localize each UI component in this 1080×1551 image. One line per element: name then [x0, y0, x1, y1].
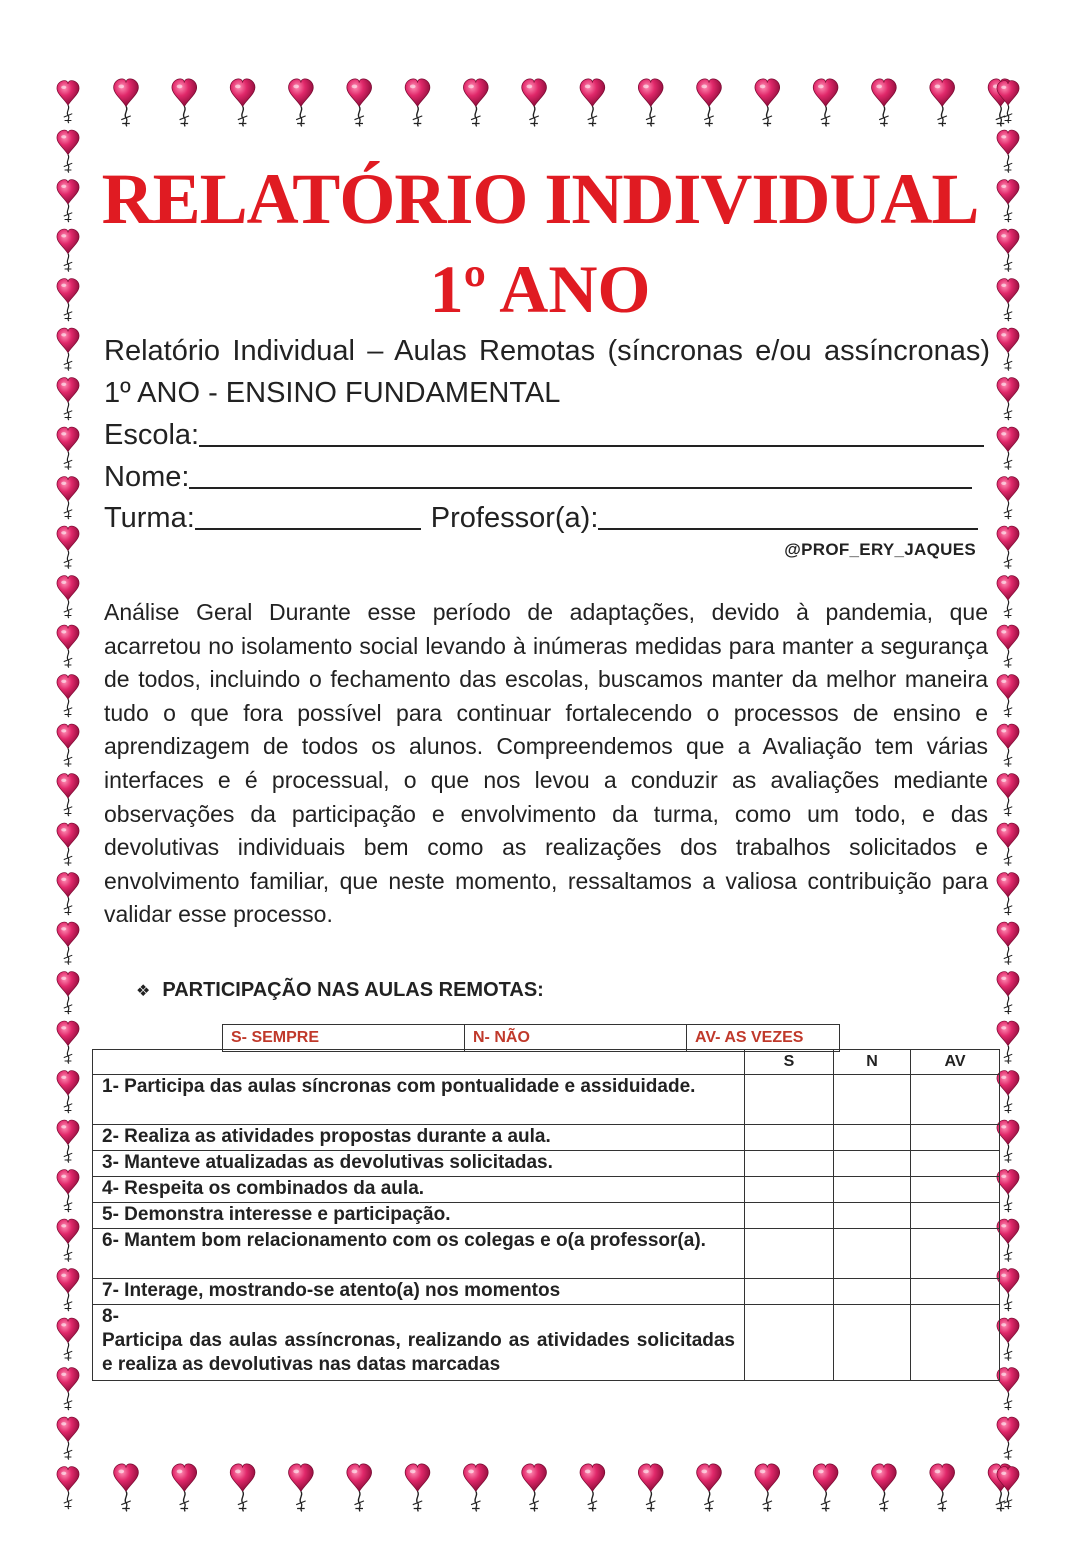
author-credit: @PROF_ERY_JAQUES — [784, 540, 976, 559]
header-av: AV — [911, 1050, 1000, 1075]
heart-balloon-icon — [697, 1464, 722, 1512]
rating-cell-av[interactable] — [911, 1075, 1000, 1125]
heart-balloon-icon — [57, 1021, 79, 1064]
heart-balloon-icon — [997, 1417, 1019, 1460]
heart-balloon-icon — [57, 724, 79, 767]
school-field[interactable] — [104, 415, 984, 455]
heart-balloon-icon — [580, 1464, 605, 1512]
heart-balloon-icon — [997, 675, 1019, 718]
heart-balloon-icon — [997, 1269, 1019, 1312]
rating-cell-s[interactable] — [745, 1229, 834, 1279]
heart-balloon-icon — [57, 378, 79, 421]
heart-balloon-icon — [57, 427, 79, 470]
class-line[interactable] — [195, 498, 421, 530]
table-row — [93, 1177, 1000, 1203]
diamond-bullet-icon: ❖ — [136, 983, 151, 1000]
rating-cell-s[interactable] — [745, 1125, 834, 1151]
heart-balloon-icon — [347, 79, 372, 127]
heart-balloon-icon — [930, 1464, 955, 1512]
heart-balloon-icon — [57, 81, 79, 124]
heart-balloon-icon — [57, 675, 79, 718]
heart-balloon-icon — [997, 873, 1019, 916]
heart-balloon-icon — [997, 1219, 1019, 1262]
heart-balloon-icon — [57, 823, 79, 866]
heart-balloon-icon — [57, 576, 79, 619]
table-header-row — [93, 1050, 1000, 1075]
table-row — [93, 1125, 1000, 1151]
class-label: Turma: — [104, 502, 195, 534]
heart-balloon-icon — [638, 79, 663, 127]
rating-cell-n[interactable] — [834, 1075, 911, 1125]
name-label: Nome: — [104, 461, 190, 493]
heart-balloon-icon — [997, 1021, 1019, 1064]
table-row — [93, 1075, 1000, 1125]
rating-cell-n[interactable] — [834, 1203, 911, 1229]
rating-cell-n[interactable] — [834, 1305, 911, 1381]
rating-cell-s[interactable] — [745, 1177, 834, 1203]
heart-balloon-icon — [872, 79, 897, 127]
heart-balloon-icon — [997, 724, 1019, 767]
participation-table — [92, 1049, 1000, 1381]
criterion-text: 1- Participa das aulas síncronas com pontualidade e assiduidade. — [93, 1075, 745, 1125]
heart-balloon-icon — [638, 1464, 663, 1512]
heart-balloon-icon — [57, 328, 79, 371]
heart-balloon-icon — [230, 79, 255, 127]
section-heading — [136, 979, 544, 1002]
rating-cell-av[interactable] — [911, 1151, 1000, 1177]
table-row — [93, 1229, 1000, 1279]
heart-balloon-icon — [57, 972, 79, 1015]
rating-cell-s[interactable] — [745, 1305, 834, 1381]
header-criteria — [93, 1050, 745, 1075]
table-row — [93, 1279, 1000, 1305]
rating-cell-n[interactable] — [834, 1151, 911, 1177]
heart-balloon-icon — [872, 1464, 897, 1512]
rating-cell-av[interactable] — [911, 1229, 1000, 1279]
rating-cell-s[interactable] — [745, 1203, 834, 1229]
legend-always: S- SEMPRE — [223, 1025, 465, 1051]
table-row — [93, 1203, 1000, 1229]
heart-balloon-icon — [57, 1318, 79, 1361]
heart-balloon-icon — [997, 378, 1019, 421]
criterion-text: 6- Mantem bom relacionamento com os colegas e o(a professor(a). — [93, 1229, 745, 1279]
heart-balloon-icon — [997, 774, 1019, 817]
heart-balloon-icon — [347, 1464, 372, 1512]
grade-title: 1º ANO — [429, 251, 651, 327]
heart-balloon-icon — [463, 79, 488, 127]
heart-balloon-icon — [755, 79, 780, 127]
heart-balloon-icon — [57, 774, 79, 817]
heart-balloon-icon — [57, 477, 79, 520]
heart-balloon-icon — [997, 576, 1019, 619]
heart-balloon-icon — [405, 1464, 430, 1512]
heart-balloon-icon — [57, 625, 79, 668]
heart-balloon-icon — [172, 79, 197, 127]
heart-balloon-icon — [997, 625, 1019, 668]
heart-balloon-icon — [930, 79, 955, 127]
rating-cell-av[interactable] — [911, 1279, 1000, 1305]
table-row — [93, 1151, 1000, 1177]
rating-cell-n[interactable] — [834, 1177, 911, 1203]
heart-balloon-icon — [997, 1318, 1019, 1361]
name-line[interactable] — [189, 457, 972, 489]
heart-balloon-icon — [57, 1467, 79, 1510]
page-title: RELATÓRIO INDIVIDUAL — [101, 159, 979, 239]
heart-balloon-icon — [405, 79, 430, 127]
heart-balloon-icon — [172, 1464, 197, 1512]
heart-balloon-icon — [57, 1269, 79, 1312]
criterion-text: 3- Manteve atualizadas as devolutivas solicitadas. — [93, 1151, 745, 1177]
heart-balloon-icon — [997, 328, 1019, 371]
heart-balloon-icon — [57, 1219, 79, 1262]
legend-sometimes: AV- AS VEZES — [695, 1029, 804, 1046]
name-field[interactable] — [104, 457, 972, 497]
criterion-text: 4- Respeita os combinados da aula. — [93, 1177, 745, 1203]
heart-balloon-icon — [697, 79, 722, 127]
heart-balloon-icon — [522, 1464, 547, 1512]
heart-balloon-icon — [997, 1071, 1019, 1114]
rating-cell-n[interactable] — [834, 1279, 911, 1305]
heart-balloon-icon — [997, 1368, 1019, 1411]
heart-balloon-icon — [114, 79, 139, 127]
heart-balloon-icon — [813, 79, 838, 127]
criterion-text: 2- Realiza as atividades propostas durante a aula. — [93, 1125, 745, 1151]
heart-balloon-icon — [997, 526, 1019, 569]
heart-balloon-icon — [522, 79, 547, 127]
heart-balloon-icon — [813, 1464, 838, 1512]
heart-balloon-icon — [57, 1120, 79, 1163]
heart-balloon-icon — [997, 1120, 1019, 1163]
heart-balloon-icon — [997, 427, 1019, 470]
heart-balloon-icon — [57, 922, 79, 965]
school-label: Escola: — [104, 419, 200, 451]
header-n: N — [834, 1050, 911, 1075]
heart-balloon-icon — [57, 873, 79, 916]
legend-no: N- NÃO — [465, 1025, 687, 1051]
criterion-text: 8- Participa das aulas assíncronas, realizando as atividades solicitadas e realiza as devolutivas nas datas marcadas — [93, 1305, 745, 1381]
rating-cell-s[interactable] — [745, 1075, 834, 1125]
heart-balloon-icon — [580, 79, 605, 127]
legend-box — [222, 1024, 840, 1052]
teacher-line[interactable] — [598, 498, 978, 530]
rating-cell-s[interactable] — [745, 1279, 834, 1305]
school-line[interactable] — [199, 415, 984, 447]
table-row — [93, 1305, 1000, 1381]
heart-balloon-icon — [997, 1170, 1019, 1213]
criterion-text: 5- Demonstra interesse e participação. — [93, 1203, 745, 1229]
heart-balloon-icon — [230, 1464, 255, 1512]
rating-cell-s[interactable] — [745, 1151, 834, 1177]
teacher-label: Professor(a): — [430, 502, 599, 534]
heart-balloon-icon — [289, 1464, 314, 1512]
heart-balloon-icon — [463, 1464, 488, 1512]
heart-balloon-icon — [997, 972, 1019, 1015]
heart-balloon-icon — [57, 1368, 79, 1411]
section-heading-text: PARTICIPAÇÃO NAS AULAS REMOTAS: — [162, 979, 544, 1001]
general-analysis: Análise Geral Durante esse período de adaptações, devido à pandemia, que acarretou no isolamento social levando à inúmeras medidas para manter a segurança de todos, incluindo o fechamento das escolas, buscamos manter da melhor maneira tudo o que fora possível para continuar fortalecendo o processos de ensino e aprendizagem de todos os alunos. Compreendemos que a Avaliação tem várias interfaces e é processual, o que nos levou a conduzir as avaliações mediante observações da participação e envolvimento da turma, como um todo, e das devolutivas individuais bem como as realizações dos trabalhos solicitados e envolvimento familiar, que neste momento, ressaltamos a valiosa contribuição para validar esse processo. — [104, 599, 988, 928]
rating-cell-av[interactable] — [911, 1305, 1000, 1381]
criterion-text: 7- Interage, mostrando-se atento(a) nos momentos — [93, 1279, 745, 1305]
rating-cell-av[interactable] — [911, 1203, 1000, 1229]
heart-balloon-icon — [57, 1071, 79, 1114]
rating-cell-n[interactable] — [834, 1125, 911, 1151]
heart-balloon-icon — [997, 477, 1019, 520]
heart-balloon-icon — [755, 1464, 780, 1512]
report-subtitle: Relatório Individual – Aulas Remotas (síncronas e/ou assíncronas) 1º ANO - ENSINO FUNDAMENTAL — [104, 335, 990, 409]
heart-balloon-icon — [997, 922, 1019, 965]
heart-balloon-icon — [114, 1464, 139, 1512]
heart-balloon-icon — [57, 1417, 79, 1460]
heart-balloon-icon — [289, 79, 314, 127]
header-s: S — [745, 1050, 834, 1075]
rating-cell-av[interactable] — [911, 1177, 1000, 1203]
rating-cell-n[interactable] — [834, 1229, 911, 1279]
heart-balloon-icon — [57, 526, 79, 569]
heart-balloon-icon — [57, 1170, 79, 1213]
heart-balloon-icon — [997, 823, 1019, 866]
class-teacher-field[interactable] — [104, 498, 978, 538]
rating-cell-av[interactable] — [911, 1125, 1000, 1151]
